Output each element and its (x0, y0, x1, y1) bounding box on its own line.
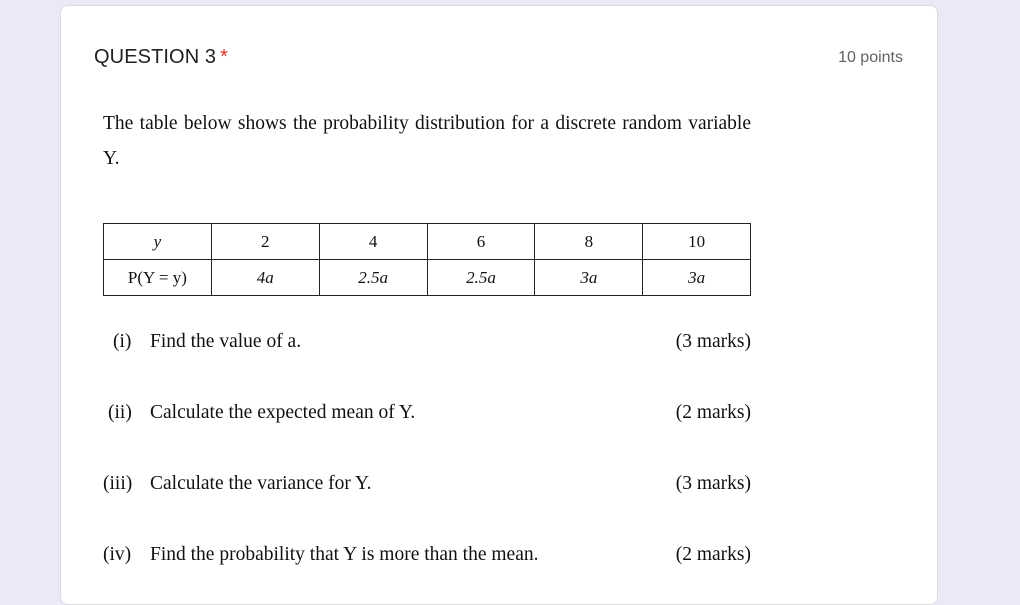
table-cell: 8 (535, 224, 643, 260)
part-text: Calculate the expected mean of Y. (150, 402, 416, 423)
table-cell: 2.5a (319, 260, 427, 296)
part-number: (iii) (103, 473, 133, 494)
question-part (103, 402, 751, 432)
problem-image (103, 106, 753, 565)
points-label: 10 points (838, 49, 903, 66)
table-cell: 6 (427, 224, 535, 260)
question-part (103, 473, 751, 503)
table-row (104, 260, 751, 296)
table-row (104, 224, 751, 260)
table-cell: 3a (643, 260, 751, 296)
part-text: Find the value of a. (150, 331, 302, 352)
table-cell: 10 (643, 224, 751, 260)
part-number: (iv) (103, 544, 132, 565)
problem-intro: The table below shows the probability distribution for a discrete random variable Y. (103, 113, 751, 169)
table-cell: 2.5a (427, 260, 535, 296)
question-part (103, 544, 751, 574)
part-text: Calculate the variance for Y. (150, 473, 372, 494)
required-marker: * (220, 46, 229, 68)
part-text: Find the probability that Y is more than the mean. (150, 544, 539, 565)
question-title (94, 46, 228, 69)
probability-table (103, 223, 751, 296)
question-title-text: QUESTION 3 (94, 46, 217, 68)
table-cell: 3a (535, 260, 643, 296)
part-marks: (3 marks) (675, 331, 751, 352)
part-number: (ii) (108, 402, 132, 423)
part-marks: (2 marks) (675, 544, 751, 565)
table-cell: 4 (319, 224, 427, 260)
question-part (103, 331, 751, 361)
table-cell: 2 (211, 224, 319, 260)
part-marks: (2 marks) (675, 402, 751, 423)
table-cell: P(Y = y) (104, 260, 212, 296)
table-cell: y (104, 224, 212, 260)
question-card (60, 5, 938, 605)
part-marks: (3 marks) (675, 473, 751, 494)
table-cell: 4a (211, 260, 319, 296)
part-number: (i) (113, 331, 132, 352)
